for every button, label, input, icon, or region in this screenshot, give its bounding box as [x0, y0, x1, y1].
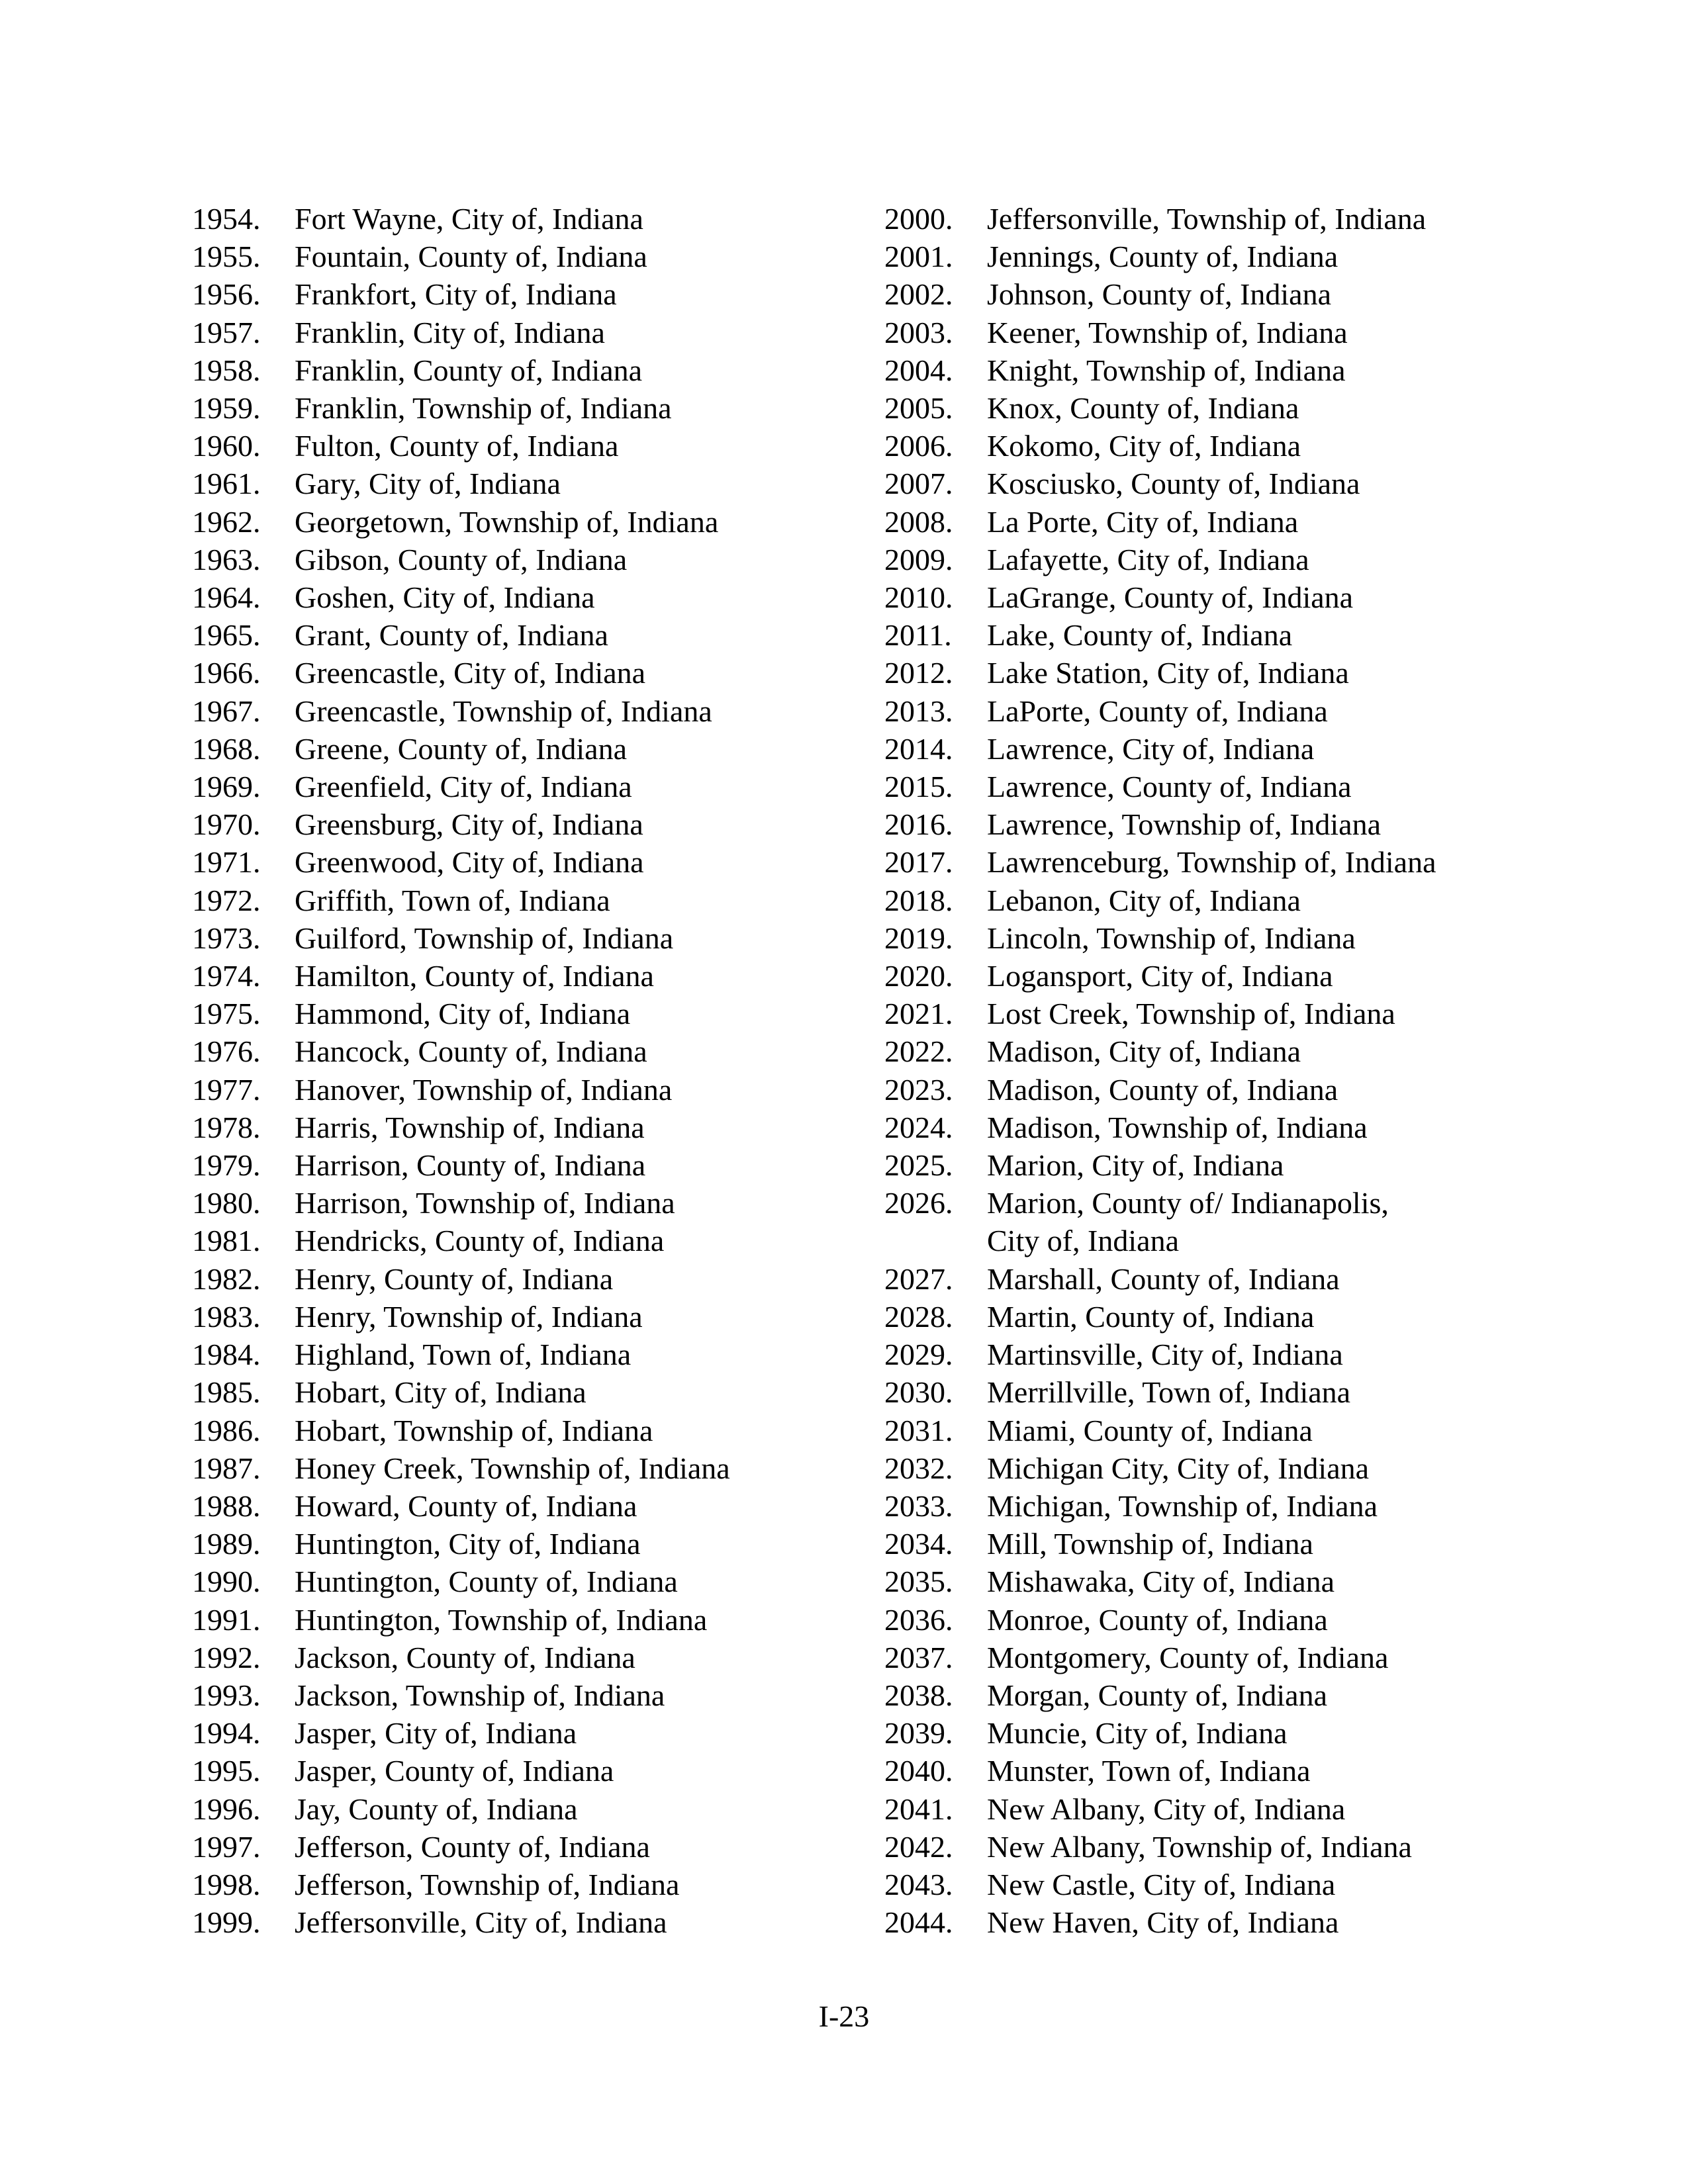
list-item [192, 1260, 854, 1298]
list-item [884, 805, 1546, 843]
item-number: 1969. [192, 770, 261, 804]
list-item [192, 995, 854, 1032]
list-item [884, 351, 1546, 389]
item-name: New Haven, City of, Indiana [987, 1905, 1339, 1940]
item-number: 1966. [192, 656, 261, 690]
list-item [884, 1639, 1546, 1676]
list-item [192, 1222, 854, 1259]
item-number: 1959. [192, 391, 261, 426]
item-number: 2000. [884, 202, 953, 236]
item-name: Henry, County of, Indiana [295, 1261, 614, 1296]
list-item [884, 1449, 1546, 1487]
list-item [884, 692, 1546, 730]
list-item [192, 1298, 854, 1336]
item-name: Guilford, Township of, Indiana [295, 921, 674, 955]
item-number: 1990. [192, 1565, 261, 1599]
item-name: Greene, County of, Indiana [295, 731, 628, 766]
list-item [192, 1790, 854, 1828]
item-number: 2031. [884, 1413, 953, 1447]
list-item [192, 1184, 854, 1222]
item-name: Honey Creek, Township of, Indiana [295, 1451, 730, 1485]
item-number: 1956. [192, 277, 261, 312]
item-name: Muncie, City of, Indiana [987, 1716, 1288, 1751]
item-number: 2014. [884, 731, 953, 766]
item-number: 2029. [884, 1338, 953, 1372]
item-name: Howard, County of, Indiana [295, 1488, 637, 1523]
item-number: 2030. [884, 1375, 953, 1410]
item-name: Harrison, County of, Indiana [295, 1148, 646, 1183]
list-item [884, 238, 1546, 275]
list-item [192, 919, 854, 957]
item-number: 1991. [192, 1602, 261, 1637]
item-number: 2032. [884, 1451, 953, 1485]
item-number: 2026. [884, 1186, 953, 1220]
item-number: 1995. [192, 1754, 261, 1788]
list-item [192, 541, 854, 578]
item-name: Greensburg, City of, Indiana [295, 807, 643, 842]
list-item [192, 1714, 854, 1752]
item-name: Kokomo, City of, Indiana [987, 429, 1301, 463]
list-item [192, 1449, 854, 1487]
list-item [884, 1071, 1546, 1109]
item-name: New Albany, City of, Indiana [987, 1792, 1346, 1826]
list-item [884, 1373, 1546, 1411]
item-number: 1975. [192, 997, 261, 1031]
item-name: Jasper, City of, Indiana [295, 1716, 577, 1751]
list-item [192, 1563, 854, 1600]
item-name: Jeffersonville, Township of, Indiana [987, 202, 1427, 236]
item-name: Marion, County of/ Indianapolis, City of, Indiana [987, 1186, 1389, 1258]
item-name: Knight, Township of, Indiana [987, 353, 1346, 387]
item-name: Hammond, City of, Indiana [295, 997, 631, 1031]
item-number: 2001. [884, 240, 953, 274]
item-name: Johnson, County of, Indiana [987, 277, 1332, 312]
item-number: 1967. [192, 694, 261, 728]
list-item [192, 957, 854, 995]
item-number: 2002. [884, 277, 953, 312]
item-name: Greenfield, City of, Indiana [295, 770, 632, 804]
item-number: 1976. [192, 1034, 261, 1069]
item-number: 2041. [884, 1792, 953, 1826]
item-number: 1971. [192, 845, 261, 880]
item-number: 2009. [884, 542, 953, 576]
item-number: 1960. [192, 429, 261, 463]
list-item [192, 238, 854, 275]
item-number: 2003. [884, 315, 953, 349]
item-number: 1954. [192, 202, 261, 236]
list-item [192, 465, 854, 502]
item-number: 2038. [884, 1678, 953, 1712]
item-number: 2007. [884, 467, 953, 501]
item-number: 2005. [884, 391, 953, 426]
list-item [192, 692, 854, 730]
item-name: Martin, County of, Indiana [987, 1299, 1315, 1334]
item-name: La Porte, City of, Indiana [987, 504, 1299, 539]
list-item [884, 1412, 1546, 1449]
item-number: 2043. [884, 1867, 953, 1901]
item-number: 2037. [884, 1640, 953, 1674]
list-item [192, 1373, 854, 1411]
list-item [192, 1109, 854, 1146]
list-item [192, 1639, 854, 1676]
item-name: Harris, Township of, Indiana [295, 1110, 645, 1144]
item-number: 1984. [192, 1338, 261, 1372]
item-name: Grant, County of, Indiana [295, 618, 608, 653]
list-item [192, 503, 854, 541]
item-number: 1962. [192, 504, 261, 539]
list-item [884, 882, 1546, 919]
item-name: Fountain, County of, Indiana [295, 240, 647, 274]
item-name: Monroe, County of, Indiana [987, 1602, 1328, 1637]
list-item [192, 1032, 854, 1070]
list-item [884, 1336, 1546, 1373]
list-item [884, 1563, 1546, 1600]
item-name: Highland, Town of, Indiana [295, 1338, 632, 1372]
list-item [192, 351, 854, 389]
left-column-list [192, 200, 854, 1941]
item-name: Greencastle, City of, Indiana [295, 656, 646, 690]
item-number: 2036. [884, 1602, 953, 1637]
item-name: Lake, County of, Indiana [987, 618, 1293, 653]
list-item [192, 616, 854, 654]
list-item [192, 843, 854, 881]
item-name: Keener, Township of, Indiana [987, 315, 1348, 349]
item-name: Morgan, County of, Indiana [987, 1678, 1328, 1712]
item-number: 1978. [192, 1110, 261, 1144]
item-name: Madison, County of, Indiana [987, 1072, 1338, 1107]
list-item [192, 1828, 854, 1866]
item-name: Lincoln, Township of, Indiana [987, 921, 1356, 955]
list-item [192, 730, 854, 768]
item-number: 2012. [884, 656, 953, 690]
list-item [884, 541, 1546, 578]
list-item [884, 1525, 1546, 1563]
item-number: 2006. [884, 429, 953, 463]
item-name: Jackson, Township of, Indiana [295, 1678, 665, 1712]
item-number: 2024. [884, 1110, 953, 1144]
item-name: Merrillville, Town of, Indiana [987, 1375, 1351, 1410]
item-number: 2013. [884, 694, 953, 728]
item-name: Martinsville, City of, Indiana [987, 1338, 1343, 1372]
list-item [192, 1071, 854, 1109]
list-item [192, 1866, 854, 1903]
list-item [884, 957, 1546, 995]
item-name: Griffith, Town of, Indiana [295, 883, 610, 917]
item-name: Jennings, County of, Indiana [987, 240, 1338, 274]
list-item [884, 768, 1546, 805]
item-number: 1965. [192, 618, 261, 653]
list-item [884, 654, 1546, 692]
item-name: New Albany, Township of, Indiana [987, 1829, 1412, 1864]
item-number: 2025. [884, 1148, 953, 1183]
item-name: Jackson, County of, Indiana [295, 1640, 635, 1674]
item-name: Greencastle, Township of, Indiana [295, 694, 712, 728]
item-number: 1974. [192, 959, 261, 993]
item-number: 2015. [884, 770, 953, 804]
item-number: 1963. [192, 542, 261, 576]
item-name: Lebanon, City of, Indiana [987, 883, 1301, 917]
item-name: Goshen, City of, Indiana [295, 580, 595, 615]
item-number: 2020. [884, 959, 953, 993]
item-number: 1961. [192, 467, 261, 501]
item-number: 1968. [192, 731, 261, 766]
list-item [884, 1828, 1546, 1866]
item-name: Hobart, City of, Indiana [295, 1375, 586, 1410]
item-name: Lost Creek, Township of, Indiana [987, 997, 1395, 1031]
list-item [884, 389, 1546, 427]
item-number: 1957. [192, 315, 261, 349]
item-name: Jay, County of, Indiana [295, 1792, 578, 1826]
item-number: 2040. [884, 1754, 953, 1788]
item-number: 1989. [192, 1527, 261, 1561]
item-number: 1998. [192, 1867, 261, 1901]
item-name: Mishawaka, City of, Indiana [987, 1565, 1335, 1599]
list-item [192, 768, 854, 805]
item-name: Franklin, Township of, Indiana [295, 391, 672, 426]
list-item [884, 427, 1546, 465]
right-column-list [884, 200, 1546, 1941]
list-item [192, 1146, 854, 1184]
item-name: Henry, Township of, Indiana [295, 1299, 643, 1334]
list-item [884, 730, 1546, 768]
list-item [884, 1752, 1546, 1790]
item-name: Michigan City, City of, Indiana [987, 1451, 1370, 1485]
list-item [884, 275, 1546, 313]
item-name: Michigan, Township of, Indiana [987, 1488, 1378, 1523]
list-item [884, 1146, 1546, 1184]
item-number: 1980. [192, 1186, 261, 1220]
list-item [884, 616, 1546, 654]
item-name: Gibson, County of, Indiana [295, 542, 628, 576]
item-name: Jefferson, County of, Indiana [295, 1829, 650, 1864]
item-number: 2018. [884, 883, 953, 917]
item-number: 1979. [192, 1148, 261, 1183]
item-name: Huntington, Township of, Indiana [295, 1602, 708, 1637]
item-number: 2033. [884, 1488, 953, 1523]
item-number: 1955. [192, 240, 261, 274]
item-name: Harrison, Township of, Indiana [295, 1186, 675, 1220]
item-number: 2016. [884, 807, 953, 842]
item-name: Jefferson, Township of, Indiana [295, 1867, 680, 1901]
item-name: Lawrenceburg, Township of, Indiana [987, 845, 1436, 880]
list-item [884, 1109, 1546, 1146]
item-name: Lawrence, County of, Indiana [987, 770, 1352, 804]
item-name: Mill, Township of, Indiana [987, 1527, 1313, 1561]
item-name: Lawrence, Township of, Indiana [987, 807, 1382, 842]
item-name: Hobart, Township of, Indiana [295, 1413, 653, 1447]
item-name: Huntington, County of, Indiana [295, 1565, 678, 1599]
page-number: I-23 [818, 1999, 870, 2033]
item-number: 1993. [192, 1678, 261, 1712]
item-name: Jeffersonville, City of, Indiana [295, 1905, 667, 1940]
item-number: 2028. [884, 1299, 953, 1334]
list-item [884, 578, 1546, 616]
item-number: 1999. [192, 1905, 261, 1940]
item-number: 1958. [192, 353, 261, 387]
item-name: Hamilton, County of, Indiana [295, 959, 654, 993]
item-number: 1988. [192, 1488, 261, 1523]
item-name: LaPorte, County of, Indiana [987, 694, 1328, 728]
item-number: 2019. [884, 921, 953, 955]
item-number: 1982. [192, 1261, 261, 1296]
item-name: Lawrence, City of, Indiana [987, 731, 1315, 766]
item-number: 2023. [884, 1072, 953, 1107]
list-item [192, 1903, 854, 1941]
list-item [192, 578, 854, 616]
item-name: Hancock, County of, Indiana [295, 1034, 647, 1069]
item-name: Knox, County of, Indiana [987, 391, 1299, 426]
list-item [884, 503, 1546, 541]
item-number: 2021. [884, 997, 953, 1031]
item-name: Hanover, Township of, Indiana [295, 1072, 673, 1107]
list-item [192, 805, 854, 843]
list-item [884, 919, 1546, 957]
item-name: Frankfort, City of, Indiana [295, 277, 617, 312]
item-name: Montgomery, County of, Indiana [987, 1640, 1389, 1674]
list-item [884, 995, 1546, 1032]
list-item [884, 1487, 1546, 1525]
item-name: Franklin, City of, Indiana [295, 315, 605, 349]
list-item [884, 465, 1546, 502]
item-number: 1981. [192, 1224, 261, 1258]
item-name: Lake Station, City of, Indiana [987, 656, 1349, 690]
item-number: 1994. [192, 1716, 261, 1751]
item-name: Fort Wayne, City of, Indiana [295, 202, 643, 236]
list-item [192, 200, 854, 238]
item-name: Huntington, City of, Indiana [295, 1527, 641, 1561]
list-item [884, 1866, 1546, 1903]
item-name: Madison, City of, Indiana [987, 1034, 1301, 1069]
item-name: Logansport, City of, Indiana [987, 959, 1333, 993]
list-item [192, 1525, 854, 1563]
item-number: 1970. [192, 807, 261, 842]
item-name: Miami, County of, Indiana [987, 1413, 1313, 1447]
item-name: Marion, City of, Indiana [987, 1148, 1284, 1183]
list-item [884, 843, 1546, 881]
list-item [884, 1032, 1546, 1070]
item-number: 1997. [192, 1829, 261, 1864]
item-number: 1964. [192, 580, 261, 615]
item-number: 2035. [884, 1565, 953, 1599]
item-number: 1986. [192, 1413, 261, 1447]
list-item [192, 314, 854, 351]
item-number: 2010. [884, 580, 953, 615]
list-item [192, 1336, 854, 1373]
list-item [884, 1676, 1546, 1714]
item-number: 1985. [192, 1375, 261, 1410]
item-name: Kosciusko, County of, Indiana [987, 467, 1360, 501]
list-item [192, 882, 854, 919]
item-name: Munster, Town of, Indiana [987, 1754, 1311, 1788]
item-number: 1983. [192, 1299, 261, 1334]
list-item [192, 389, 854, 427]
item-name: Lafayette, City of, Indiana [987, 542, 1309, 576]
list-item [884, 1260, 1546, 1298]
item-number: 2039. [884, 1716, 953, 1751]
list-item [192, 1487, 854, 1525]
list-item [884, 314, 1546, 351]
list-item [192, 427, 854, 465]
item-name: Greenwood, City of, Indiana [295, 845, 644, 880]
list-item [192, 1601, 854, 1639]
list-item [884, 1903, 1546, 1941]
list-item [884, 1790, 1546, 1828]
list-item [192, 1412, 854, 1449]
item-number: 2027. [884, 1261, 953, 1296]
item-name: Gary, City of, Indiana [295, 467, 561, 501]
item-number: 2004. [884, 353, 953, 387]
item-name: Georgetown, Township of, Indiana [295, 504, 719, 539]
list-item [192, 1676, 854, 1714]
item-name: Franklin, County of, Indiana [295, 353, 643, 387]
item-number: 2022. [884, 1034, 953, 1069]
list-item [884, 1298, 1546, 1336]
item-number: 1992. [192, 1640, 261, 1674]
item-name: Fulton, County of, Indiana [295, 429, 619, 463]
item-number: 2017. [884, 845, 953, 880]
item-name: Madison, Township of, Indiana [987, 1110, 1368, 1144]
list-item [192, 654, 854, 692]
item-number: 2034. [884, 1527, 953, 1561]
item-number: 1996. [192, 1792, 261, 1826]
item-number: 2042. [884, 1829, 953, 1864]
list-item [192, 275, 854, 313]
item-name: New Castle, City of, Indiana [987, 1867, 1336, 1901]
item-name: LaGrange, County of, Indiana [987, 580, 1354, 615]
list-item [884, 1601, 1546, 1639]
item-number: 1973. [192, 921, 261, 955]
item-name: Marshall, County of, Indiana [987, 1261, 1340, 1296]
item-number: 2011. [884, 618, 952, 653]
list-item [192, 1752, 854, 1790]
item-number: 2044. [884, 1905, 953, 1940]
list-item [884, 1184, 1546, 1259]
item-number: 2008. [884, 504, 953, 539]
item-number: 1977. [192, 1072, 261, 1107]
list-item [884, 1714, 1546, 1752]
item-number: 1972. [192, 883, 261, 917]
item-number: 1987. [192, 1451, 261, 1485]
item-name: Jasper, County of, Indiana [295, 1754, 614, 1788]
item-name: Hendricks, County of, Indiana [295, 1224, 665, 1258]
list-item [884, 200, 1546, 238]
